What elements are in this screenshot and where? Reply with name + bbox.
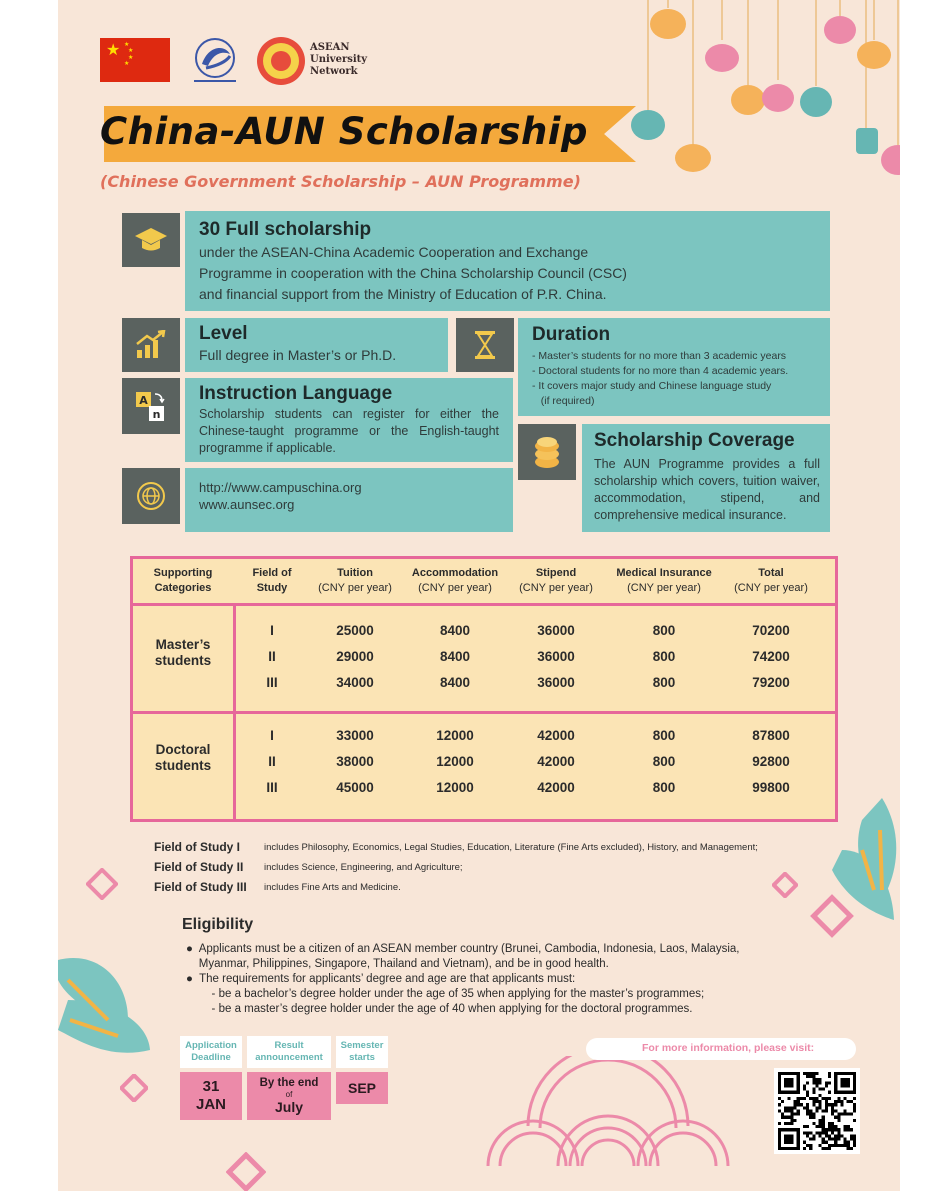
table-cell: 800 bbox=[652, 675, 676, 690]
table-cell: 74200 bbox=[752, 649, 790, 664]
table-cell: 36000 bbox=[537, 623, 575, 638]
table-header: Medical Insurance bbox=[616, 567, 712, 579]
coverage-text: The AUN Programme provides a full scholarship which covers, tuition waiver, accommodation, stipend, and comprehensive medical insurance. bbox=[594, 457, 820, 522]
table-cell: II bbox=[268, 649, 276, 664]
field-of-study-label: Field of Study I bbox=[154, 840, 240, 854]
date-header-line: Result bbox=[274, 1040, 304, 1051]
table-cell: 800 bbox=[652, 780, 676, 795]
field-of-study-text: includes Fine Arts and Medicine. bbox=[264, 882, 401, 893]
table-cell: 12000 bbox=[436, 780, 474, 795]
wave-decoration bbox=[458, 1056, 758, 1166]
table-header: Total bbox=[758, 567, 784, 579]
table-cell: I bbox=[270, 728, 274, 743]
china-flag: ★ ★ ★ ★ ★ bbox=[100, 38, 170, 82]
graduation-cap-icon-box bbox=[122, 213, 180, 267]
websites-box bbox=[185, 468, 513, 532]
eligibility-line: ● The requirements for applicants’ degree and age are that applicants must: bbox=[186, 973, 576, 985]
duration-item: - Master’s students for no more than 3 academic years bbox=[532, 350, 787, 362]
table-category: students bbox=[154, 653, 212, 668]
table-cell: III bbox=[266, 675, 278, 690]
duration-item: - Doctoral students for no more than 4 academic years. bbox=[532, 365, 789, 377]
table-cell: 33000 bbox=[336, 728, 374, 743]
chart-icon-box bbox=[122, 318, 180, 372]
growth-chart-icon bbox=[135, 330, 167, 360]
globe-icon-box bbox=[122, 468, 180, 524]
full-scholarship-line: Programme in cooperation with the China Scholarship Council (CSC) bbox=[199, 265, 627, 281]
coverage-heading: Scholarship Coverage bbox=[594, 430, 795, 451]
graduation-cap-icon bbox=[134, 226, 168, 254]
table-cell: 29000 bbox=[336, 649, 374, 664]
table-header-sub: Categories bbox=[154, 582, 212, 594]
aun-logo bbox=[256, 36, 306, 86]
aun-logo-line: Network bbox=[310, 66, 358, 77]
translate-icon-box bbox=[122, 378, 180, 434]
field-of-study-text: includes Science, Engineering, and Agriculture; bbox=[264, 862, 463, 873]
table-cell: 25000 bbox=[336, 623, 374, 638]
table-cell: 92800 bbox=[752, 754, 790, 769]
table-cell: 36000 bbox=[537, 675, 575, 690]
table-cell: 36000 bbox=[537, 649, 575, 664]
table-cell: 45000 bbox=[336, 780, 374, 795]
date-header-line: starts bbox=[349, 1052, 375, 1063]
table-header: Accommodation bbox=[411, 567, 499, 579]
table-header-sub: (CNY per year) bbox=[318, 582, 392, 594]
full-scholarship-box bbox=[185, 211, 830, 311]
date-value-line: JAN bbox=[195, 1096, 226, 1113]
table-cell: 8400 bbox=[439, 623, 471, 638]
table-cell: 12000 bbox=[436, 728, 474, 743]
page-title: China-AUN Scholarship bbox=[100, 110, 588, 153]
table-cell: 42000 bbox=[537, 728, 575, 743]
poster bbox=[58, 0, 900, 1191]
field-of-study-row bbox=[154, 878, 874, 898]
instruction-language-box bbox=[185, 378, 513, 462]
level-heading: Level bbox=[199, 323, 248, 344]
table-cell: I bbox=[270, 623, 274, 638]
deadline-header bbox=[180, 1036, 242, 1068]
eligibility-line: - be a master’s degree holder under the age of 40 when applying for the doctoral programmes. bbox=[186, 1003, 693, 1015]
table-cell: 42000 bbox=[537, 754, 575, 769]
date-value-line: SEP bbox=[347, 1080, 376, 1096]
qr-code[interactable] bbox=[774, 1068, 860, 1154]
table-cell: 800 bbox=[652, 754, 676, 769]
instruction-language-text: Scholarship students can register for either the Chinese-taught programme or the English-taught programme if applicable. bbox=[199, 407, 499, 455]
aun-logo-text bbox=[310, 42, 367, 78]
table-header-sub: Study bbox=[256, 582, 288, 594]
date-value-line: 31 bbox=[202, 1078, 220, 1095]
table-cell: 8400 bbox=[439, 649, 471, 664]
ornament bbox=[120, 1074, 148, 1102]
result-value bbox=[247, 1072, 331, 1120]
date-value-line: of bbox=[285, 1090, 293, 1099]
instruction-language-heading: Instruction Language bbox=[199, 383, 393, 404]
field-of-study-notes bbox=[154, 838, 874, 898]
coverage-box bbox=[582, 424, 830, 532]
table-header: Tuition bbox=[337, 567, 373, 579]
table-category: Doctoral bbox=[155, 742, 211, 757]
full-scholarship-line: under the ASEAN-China Academic Cooperation and Exchange bbox=[199, 244, 589, 260]
date-value-line: July bbox=[274, 1099, 303, 1115]
table-cell: 800 bbox=[652, 623, 676, 638]
full-scholarship-line: and financial support from the Ministry of Education of P.R. China. bbox=[199, 286, 607, 302]
date-header-line: Application bbox=[185, 1040, 237, 1051]
lantern-decoration bbox=[628, 0, 900, 200]
semester-value bbox=[336, 1072, 388, 1104]
eligibility-heading: Eligibility bbox=[182, 916, 254, 933]
table-cell: 38000 bbox=[336, 754, 374, 769]
globe-icon bbox=[136, 481, 166, 511]
table-header: Stipend bbox=[535, 567, 577, 579]
coins-icon bbox=[532, 434, 562, 470]
table-header: Field of bbox=[252, 567, 292, 579]
svg-text:A: A bbox=[139, 394, 148, 407]
qr-code-image bbox=[778, 1072, 856, 1150]
website-link[interactable]: http://www.campuschina.org bbox=[199, 480, 362, 495]
level-box bbox=[185, 318, 448, 372]
table-cell: 800 bbox=[652, 728, 676, 743]
full-scholarship-heading: 30 Full scholarship bbox=[199, 219, 372, 240]
eligibility-list bbox=[186, 942, 846, 1017]
date-value-line: By the end bbox=[259, 1077, 319, 1089]
table-cell: 79200 bbox=[752, 675, 790, 690]
table-cell: 8400 bbox=[439, 675, 471, 690]
table-cell: 42000 bbox=[537, 780, 575, 795]
table-cell: 800 bbox=[652, 649, 676, 664]
result-header bbox=[247, 1036, 331, 1068]
ornament bbox=[810, 894, 854, 938]
eligibility-line: Myanmar, Philippines, Singapore, Thailand and Vietnam), and be in good health. bbox=[186, 958, 609, 970]
table-cell: 12000 bbox=[436, 754, 474, 769]
date-header-line: announcement bbox=[255, 1052, 323, 1063]
duration-heading: Duration bbox=[532, 324, 611, 345]
duration-item: (if required) bbox=[532, 395, 595, 407]
table-header-sub: (CNY per year) bbox=[519, 582, 593, 594]
semester-header bbox=[336, 1036, 388, 1068]
field-of-study-label: Field of Study III bbox=[154, 880, 247, 894]
table-cell: 34000 bbox=[336, 675, 374, 690]
leaf-decoration-left bbox=[58, 940, 154, 1080]
table-category: Master’s bbox=[155, 637, 211, 652]
field-of-study-row bbox=[154, 858, 874, 878]
table-category: students bbox=[154, 758, 212, 773]
table-header: Supporting bbox=[153, 567, 213, 579]
cost-table-cells bbox=[133, 559, 835, 819]
website-link[interactable]: www.aunsec.org bbox=[199, 497, 295, 512]
more-info-text: For more information, please visit: bbox=[642, 1042, 815, 1054]
table-cell: 99800 bbox=[752, 780, 790, 795]
field-of-study-text: includes Philosophy, Economics, Legal Studies, Education, Literature (Fine Arts excluded), History, and Management; bbox=[264, 842, 758, 853]
deadline-value bbox=[180, 1072, 242, 1120]
eligibility-line: ● Applicants must be a citizen of an ASEAN member country (Brunei, Cambodia, Indonesia, Laos, Malaysia, bbox=[186, 943, 740, 955]
coins-icon-box bbox=[518, 424, 576, 480]
eligibility-line: - be a bachelor’s degree holder under the age of 35 when applying for the master’s programmes; bbox=[186, 988, 705, 1000]
aun-logo-line: ASEAN bbox=[310, 42, 350, 53]
csc-logo bbox=[186, 36, 244, 84]
table-header-sub: (CNY per year) bbox=[734, 582, 808, 594]
field-of-study-row bbox=[154, 838, 874, 858]
date-header-line: Semester bbox=[340, 1040, 384, 1051]
table-header-sub: (CNY per year) bbox=[418, 582, 492, 594]
field-of-study-label: Field of Study II bbox=[154, 860, 244, 874]
ornament bbox=[226, 1152, 266, 1191]
table-cell: III bbox=[266, 780, 278, 795]
page-subtitle: (Chinese Government Scholarship – AUN Programme) bbox=[100, 172, 581, 191]
date-header-line: Deadline bbox=[191, 1052, 231, 1063]
table-cell: 70200 bbox=[752, 623, 790, 638]
hourglass-icon-box bbox=[456, 318, 514, 372]
aun-logo-line: University bbox=[310, 54, 368, 65]
duration-item: - It covers major study and Chinese language study bbox=[532, 380, 772, 392]
table-cell: II bbox=[268, 754, 276, 769]
translate-icon bbox=[135, 390, 167, 422]
table-cell: 87800 bbox=[752, 728, 790, 743]
table-header-sub: (CNY per year) bbox=[627, 582, 701, 594]
hourglass-icon bbox=[473, 330, 497, 360]
svg-text:n: n bbox=[152, 408, 161, 421]
duration-box bbox=[518, 318, 830, 416]
ornament bbox=[86, 868, 118, 900]
level-text: Full degree in Master’s or Ph.D. bbox=[199, 347, 397, 363]
